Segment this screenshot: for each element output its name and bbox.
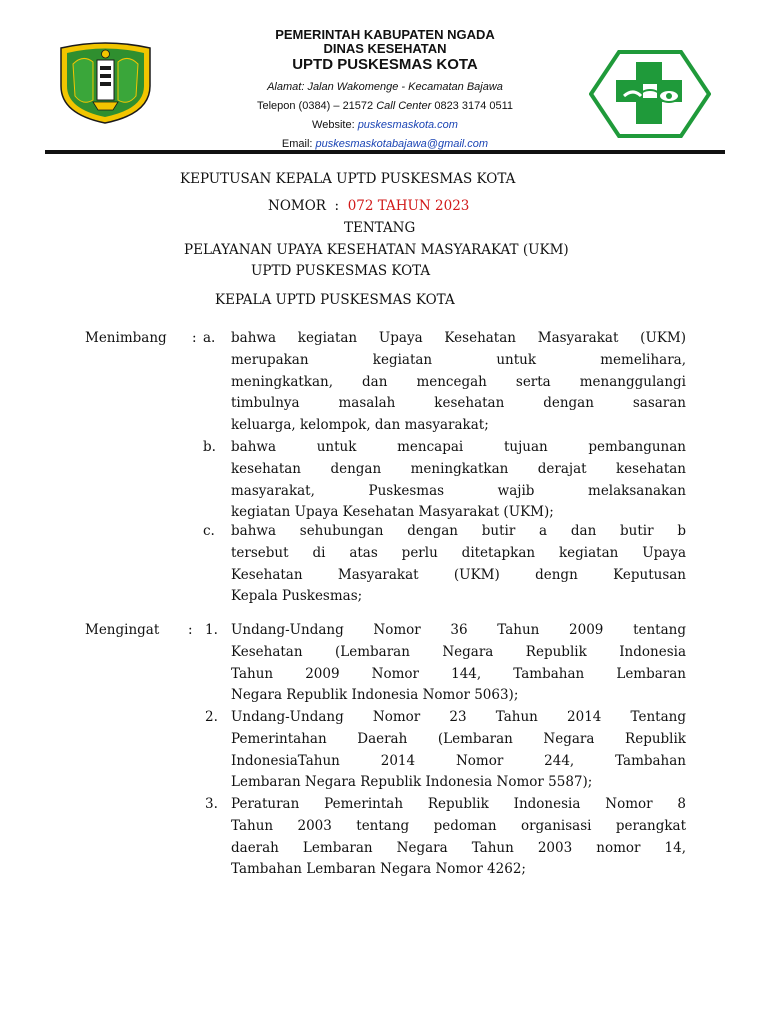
mengingat-marker-3: 3. <box>205 796 218 812</box>
decree-subject-line1: PELAYANAN UPAYA KESEHATAN MASYARAKAT (UKM) <box>184 242 569 258</box>
mengingat-label: Mengingat <box>85 622 160 638</box>
menimbang-label: Menimbang <box>85 330 167 346</box>
letterhead <box>0 0 768 160</box>
email-link[interactable]: puskesmaskotabajawa@gmail.com <box>315 138 489 150</box>
government-name: PEMERINTAH KABUPATEN NGADA <box>275 27 495 42</box>
letterhead-text <box>200 28 570 154</box>
phone-line: Telepon (0384) – 21572 Call Center 0823 3174 0511 <box>256 100 514 112</box>
kemenkes-logo-icon <box>589 50 711 138</box>
mengingat-item-2: Undang-Undang Nomor 23 Tahun 2014 Tentang Pemerintahan Daerah (Lembaran Negara Republik IndonesiaTahun 2014 Nomor 244, Tambahan Lembaran Negara Republik Indonesia Nomor 5587); <box>231 709 686 791</box>
institution-name: UPTD PUSKESMAS KOTA <box>292 56 478 73</box>
decree-number-value: 072 TAHUN 2023 <box>347 198 470 214</box>
website-line: Website: puskesmaskota.com <box>312 119 458 131</box>
menimbang-marker-b: b. <box>203 439 216 455</box>
menimbang-item-a: bahwa kegiatan Upaya Kesehatan Masyarakat (UKM) merupakan kegiatan untuk memelihara, meningkatkan, dan mencegah serta menanggulangi timbulnya masalah kesehatan dengan sasaran keluarga, kelompok, dan masyarakat; <box>231 330 686 434</box>
mengingat-colon: : <box>188 622 193 638</box>
decree-number: NOMOR : 072 TAHUN 2023 <box>268 198 470 214</box>
menimbang-marker-a: a. <box>203 330 216 346</box>
decree-title: KEPUTUSAN KEPALA UPTD PUSKESMAS KOTA <box>180 171 516 187</box>
department-name: DINAS KESEHATAN <box>323 41 447 56</box>
mengingat-item-3: Peraturan Pemerintah Republik Indonesia Nomor 8 Tahun 2003 tentang pedoman organisasi perangkat daerah Lembaran Negara Tahun 2003 nomor 14, Tambahan Lembaran Negara Nomor 4262; <box>231 796 686 878</box>
ngada-regency-emblem-icon <box>53 40 158 125</box>
menimbang-item-b: bahwa untuk mencapai tujuan pembangunan kesehatan dengan meningkatkan derajat kesehatan masyarakat, Puskesmas wajib melaksanakan kegiatan Upaya Kesehatan Masyarakat (UKM); <box>231 439 686 521</box>
official-title: KEPALA UPTD PUSKESMAS KOTA <box>215 292 455 308</box>
mengingat-marker-1: 1. <box>205 622 218 638</box>
menimbang-marker-c: c. <box>203 523 215 539</box>
website-link[interactable]: puskesmaskota.com <box>357 119 458 131</box>
mengingat-marker-2: 2. <box>205 709 218 725</box>
mengingat-item-1: Undang-Undang Nomor 36 Tahun 2009 tentang Kesehatan (Lembaran Negara Republik Indonesia Tahun 2009 Nomor 144, Tambahan Lembaran Negara Republik Indonesia Nomor 5063); <box>231 622 686 704</box>
decree-subject-line2: UPTD PUSKESMAS KOTA <box>251 263 431 279</box>
menimbang-colon: : <box>192 330 197 346</box>
menimbang-item-c: bahwa sehubungan dengan butir a dan butir b tersebut di atas perlu ditetapkan kegiatan Upaya Kesehatan Masyarakat (UKM) dengn Keputusan Kepala Puskesmas; <box>231 523 686 605</box>
tentang-label: TENTANG <box>344 220 416 236</box>
email-line: Email: puskesmaskotabajawa@gmail.com <box>281 138 489 150</box>
letterhead-divider <box>45 150 725 154</box>
address: Alamat: Jalan Wakomenge - Kecamatan Bajawa <box>267 81 503 93</box>
